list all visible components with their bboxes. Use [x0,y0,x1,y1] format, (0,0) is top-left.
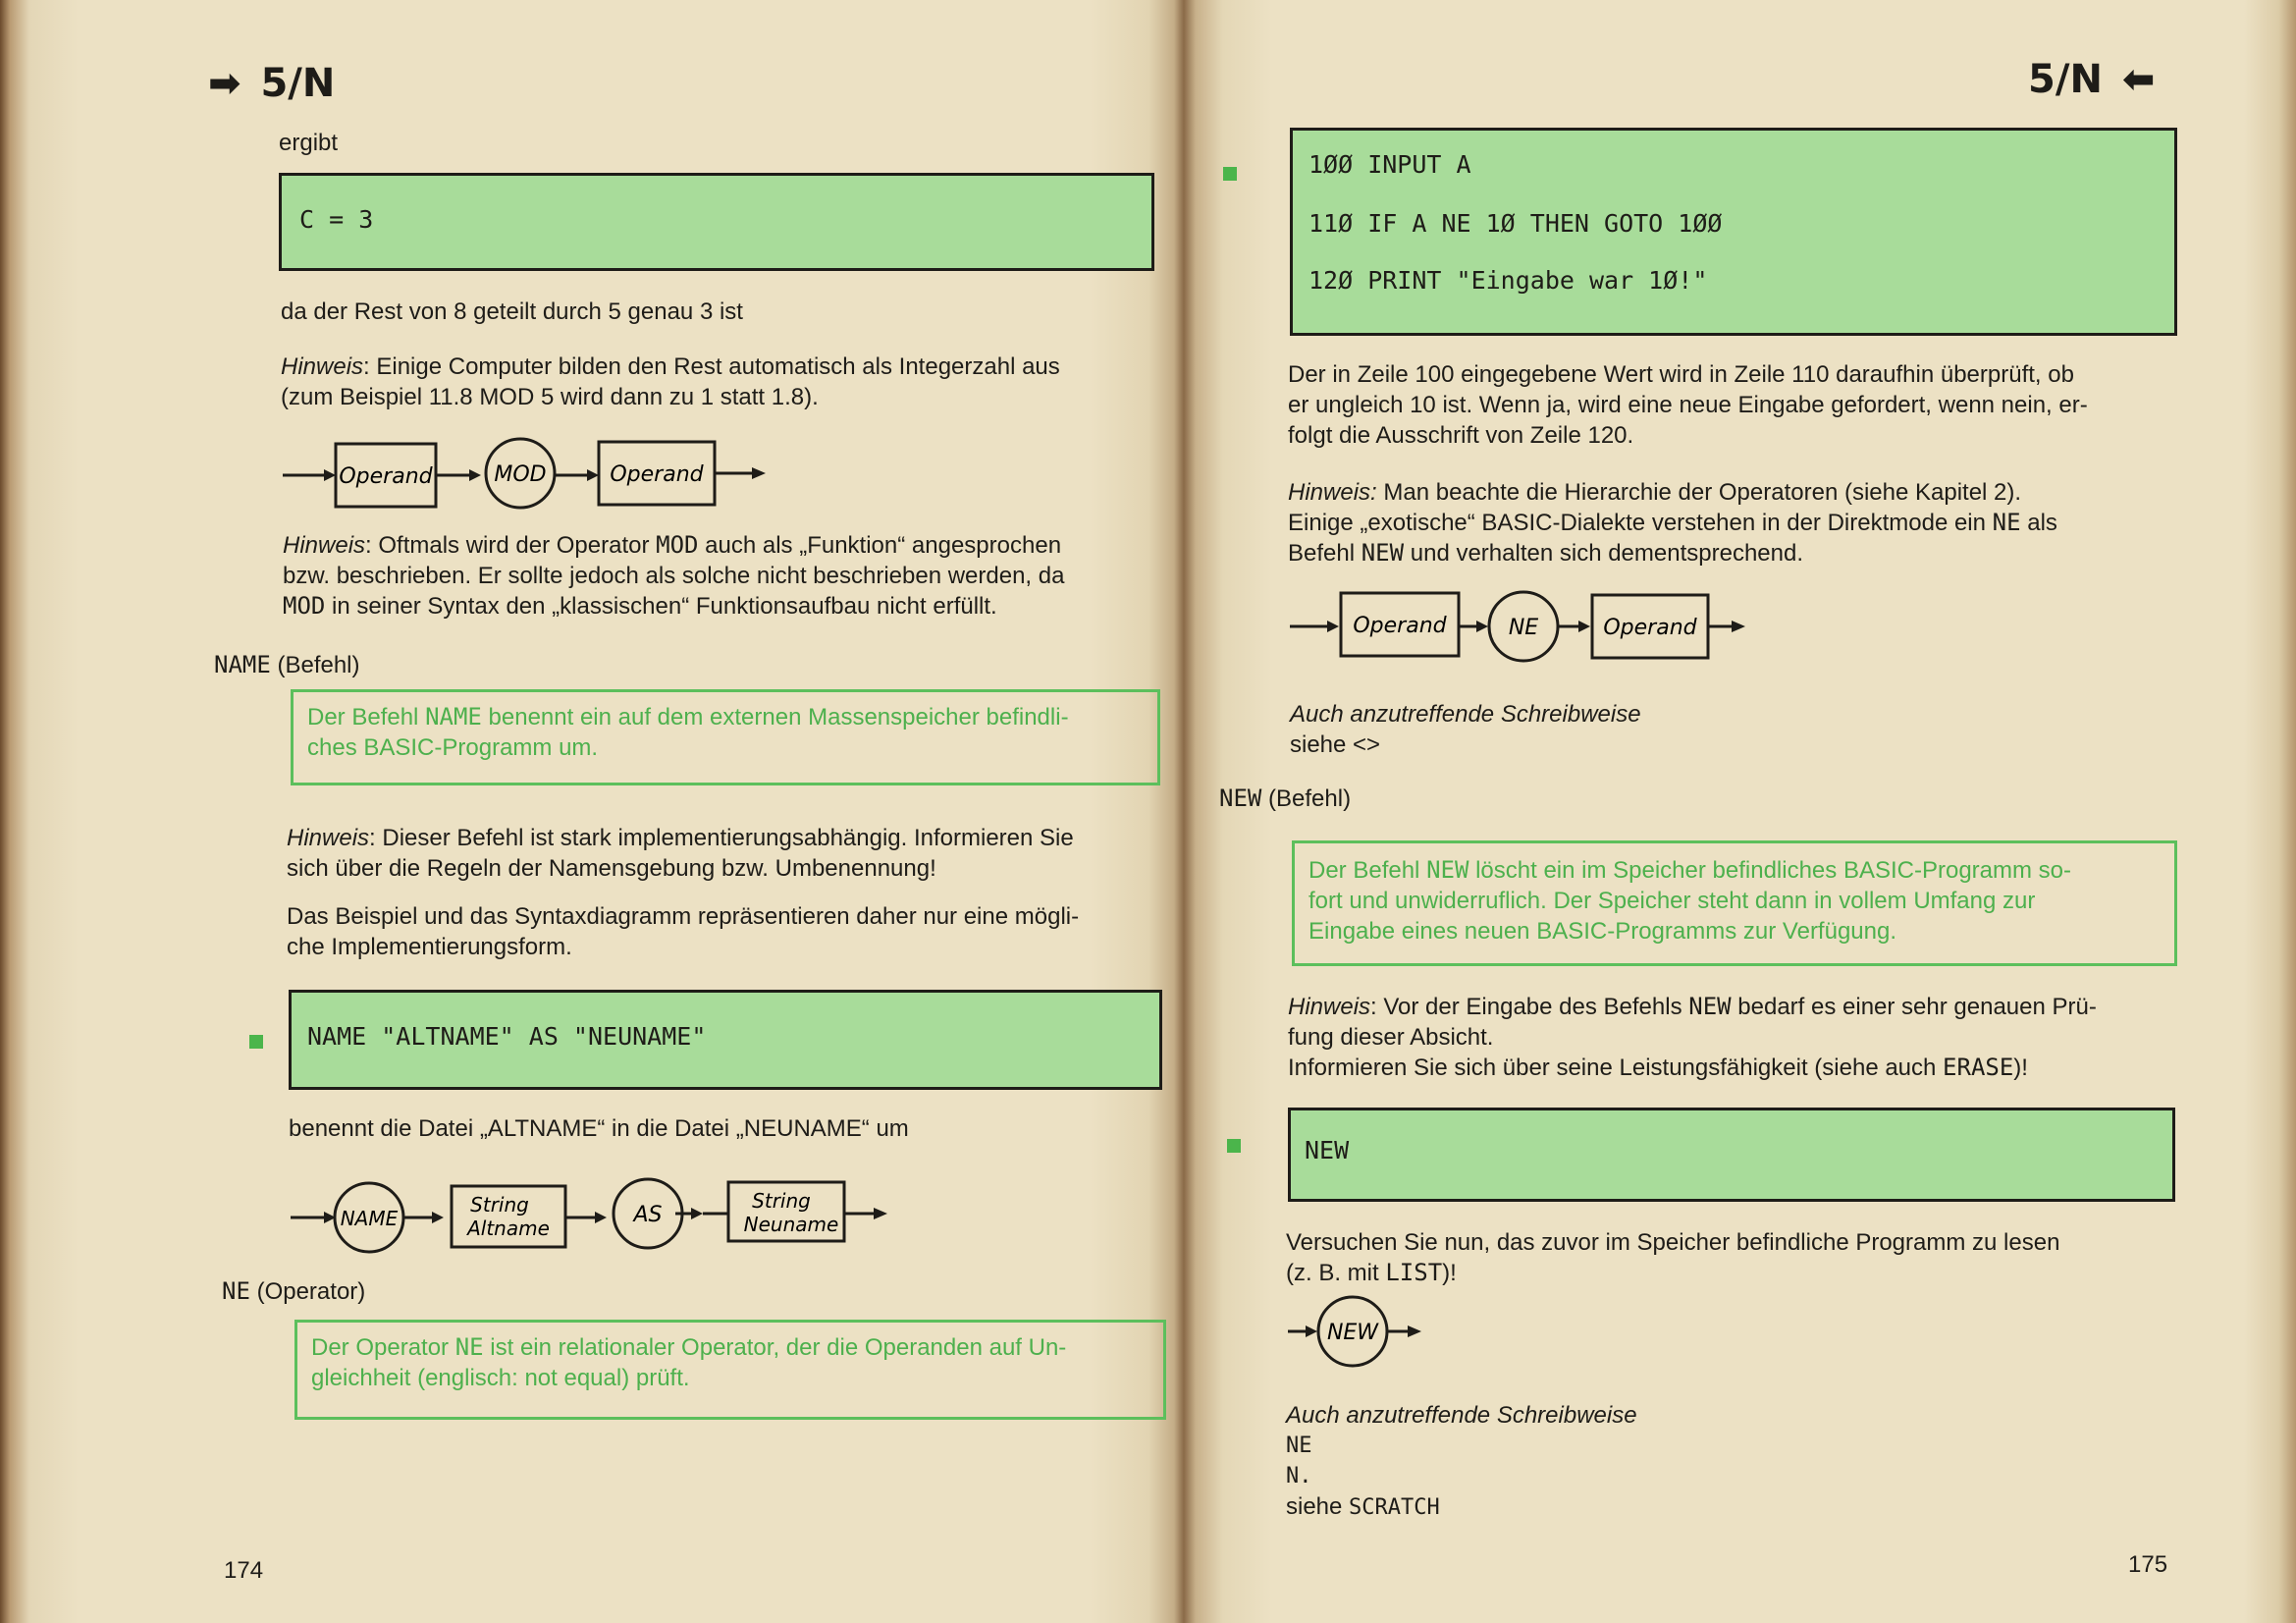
hint2-line2: bzw. beschrieben. Er sollte jedoch als solche nicht beschrieben werden, da [283,563,1065,589]
scratch-keyword: SCRATCH [1349,1495,1440,1520]
new-keyword: NEW [1688,993,1732,1020]
new-keyword: NEW [1361,539,1405,567]
alt-notation-ne [1290,699,1641,760]
ne-syntax-diagram [1286,589,1796,668]
name-keyword: NAME [214,651,271,678]
hint-label: Hinweis [287,825,370,851]
new-definition-box [1292,840,2177,966]
altname-label: Altname [467,1217,550,1240]
def-text: Der Befehl [307,704,426,730]
def-text: Der Operator [311,1334,455,1361]
name-entry-heading [214,650,360,680]
hint1-paragraph [1288,477,2191,568]
para2-line1: Versuchen Sie nun, das zuvor im Speicher befindliche Programm zu lesen [1286,1229,2060,1256]
page-number: 174 [224,1557,264,1584]
mod-syntax-diagram [279,438,789,516]
code-line: 11Ø IF A NE 1Ø THEN GOTO 1ØØ [1308,209,1723,238]
def-text: gleichheit (englisch: not equal) prüft. [311,1365,690,1391]
hint-label: Hinweis [283,532,366,559]
new-syntax-diagram [1284,1296,1480,1375]
hint-text: als [2020,510,2057,536]
alt-see: siehe [1286,1493,1350,1520]
hint1-paragraph [281,352,1164,412]
left-arrow-icon: ⬅ [2121,57,2156,102]
para2-text: )! [1442,1260,1457,1286]
entry-type: (Befehl) [1261,785,1352,812]
code-line: 12Ø PRINT "Eingabe war 1Ø!" [1308,266,1708,295]
ergibt-text: ergibt [279,130,339,156]
hint-text: Einige „exotische“ BASIC-Dialekte verstehen in der Direktmode ein [1288,510,1993,536]
hint3-text: : Dieser Befehl ist stark implementierungsabhängig. Informieren Sie [369,825,1074,851]
hint-text: Informieren Sie sich über seine Leistungsfähigkeit (siehe auch [1288,1055,1944,1081]
alt-notation-new [1286,1400,1637,1523]
new-label: NEW [1326,1321,1379,1345]
example-paragraph [287,901,1170,962]
para1-line3: folgt die Ausschrift von Zeile 120. [1288,422,1634,449]
right-arrow-icon: ➡ [208,61,241,106]
def-text: benennt ein auf dem externen Massenspeicher befindli- [481,704,1069,730]
hint2-line3: in seiner Syntax den „klassischen“ Funktionsaufbau nicht erfüllt. [325,593,997,620]
program-explanation [1288,359,2191,451]
ne-label: NE [1508,616,1539,640]
entry-type: (Operator) [249,1278,366,1305]
para1-line1: Der in Zeile 100 eingegebene Wert wird in Zeile 110 daraufhin überprüft, ob [1288,361,2074,388]
hint-label: Hinweis [281,353,364,380]
def-text: Eingabe eines neuen BASIC-Programms zur Verfügung. [1308,918,1897,945]
alt-heading: Auch anzutreffende Schreibweise [1290,701,1641,728]
hint1-line1: : Einige Computer bilden den Rest automatisch als Integerzahl aus [363,353,1060,380]
neuname-label: Neuname [743,1213,839,1236]
alt-see: siehe <> [1290,731,1381,758]
hint-text: Man beachte die Hierarchie der Operatoren (siehe Kapitel 2). [1376,479,2022,506]
left-header-label: 5/N [260,61,336,106]
string-label: String [470,1193,529,1217]
mod-label: MOD [494,462,547,487]
mod-keyword: MOD [283,592,326,620]
code-box-name [289,990,1162,1090]
hint-label: Hinweis: [1288,479,1377,506]
hint-label: Hinweis [1288,994,1371,1020]
def-text: fort und unwiderruflich. Der Speicher steht dann in vollem Umfang zur [1308,888,2036,914]
example-line1: Das Beispiel und das Syntaxdiagramm repräsentieren daher nur eine mögli- [287,903,1080,930]
def-text: ches BASIC-Programm um. [307,734,599,761]
def-text: Der Befehl [1308,857,1427,884]
hint2-paragraph [283,530,1166,622]
para2-text: (z. B. mit [1286,1260,1386,1286]
code-box-c [279,173,1154,271]
page-number: 175 [2128,1551,2168,1578]
hint2-paragraph [1288,992,2191,1083]
string-label: String [752,1189,811,1213]
alt-item: NE [1286,1434,1312,1458]
as-label: AS [633,1203,663,1227]
name-definition-box [291,689,1160,785]
hint-text: : Vor der Eingabe des Befehls [1370,994,1689,1020]
operand-label: Operand [610,462,704,487]
ne-keyword: NE [454,1333,484,1361]
rename-text: benennt die Datei „ALTNAME“ in die Datei „NEUNAME“ um [289,1115,909,1142]
green-bullet [249,1035,263,1049]
hint-text: und verhalten sich dementsprechend. [1404,540,1803,567]
name-syntax-diagram [287,1174,915,1263]
ne-keyword: NE [222,1277,250,1305]
right-header-label: 5/N [2028,57,2103,102]
rest-text: da der Rest von 8 geteilt durch 5 genau 3 ist [281,298,743,325]
ne-keyword: NE [1992,509,2021,536]
ne-entry-heading [222,1276,365,1307]
alt-item: N. [1286,1464,1312,1488]
hint-text: fung dieser Absicht. [1288,1024,1494,1051]
read-program-paragraph [1286,1227,2189,1288]
list-keyword: LIST [1385,1259,1443,1286]
name-keyword: NAME [425,703,482,730]
code-box-program [1290,128,2177,336]
ne-definition-box [294,1320,1166,1420]
new-entry-heading [1219,784,1351,814]
para1-line2: er ungleich 10 ist. Wenn ja, wird eine neue Eingabe gefordert, wenn nein, er- [1288,392,2088,418]
hint3-paragraph [287,823,1170,884]
hint2-text: auch als „Funktion“ angesprochen [698,532,1062,559]
hint3-line2: sich über die Regeln der Namensgebung bzw. Umbenennung! [287,855,936,882]
def-text: ist ein relationaler Operator, der die Operanden auf Un- [483,1334,1067,1361]
new-keyword: NEW [1426,856,1469,884]
name-label: NAME [340,1207,399,1230]
green-bullet [1223,167,1237,181]
def-text: löscht ein im Speicher befindliches BASIC-Programm so- [1468,857,2071,884]
new-keyword: NEW [1219,784,1262,812]
right-page [1184,0,2296,1623]
operand-label: Operand [339,464,433,489]
code-box-new [1288,1108,2175,1202]
alt-heading: Auch anzutreffende Schreibweise [1286,1402,1637,1429]
hint1-line2: (zum Beispiel 11.8 MOD 5 wird dann zu 1 statt 1.8). [281,384,819,410]
entry-type: (Befehl) [270,652,360,678]
hint2-text: : Oftmals wird der Operator [365,532,657,559]
right-header [2028,57,2155,102]
code-line: NEW [1305,1136,1350,1164]
code-line: 1ØØ INPUT A [1308,150,1471,179]
left-header [208,61,335,106]
mod-keyword: MOD [656,531,699,559]
hint-text: Befehl [1288,540,1362,567]
example-line2: che Implementierungsform. [287,934,572,960]
code-line: NAME "ALTNAME" AS "NEUNAME" [307,1022,707,1051]
hint-text: bedarf es einer sehr genauen Prü- [1731,994,2097,1020]
hint-text: )! [2013,1055,2028,1081]
operand-label: Operand [1603,616,1697,640]
erase-keyword: ERASE [1943,1054,2014,1081]
green-bullet [1227,1139,1241,1153]
code-line: C = 3 [299,205,374,234]
operand-label: Operand [1353,614,1447,638]
